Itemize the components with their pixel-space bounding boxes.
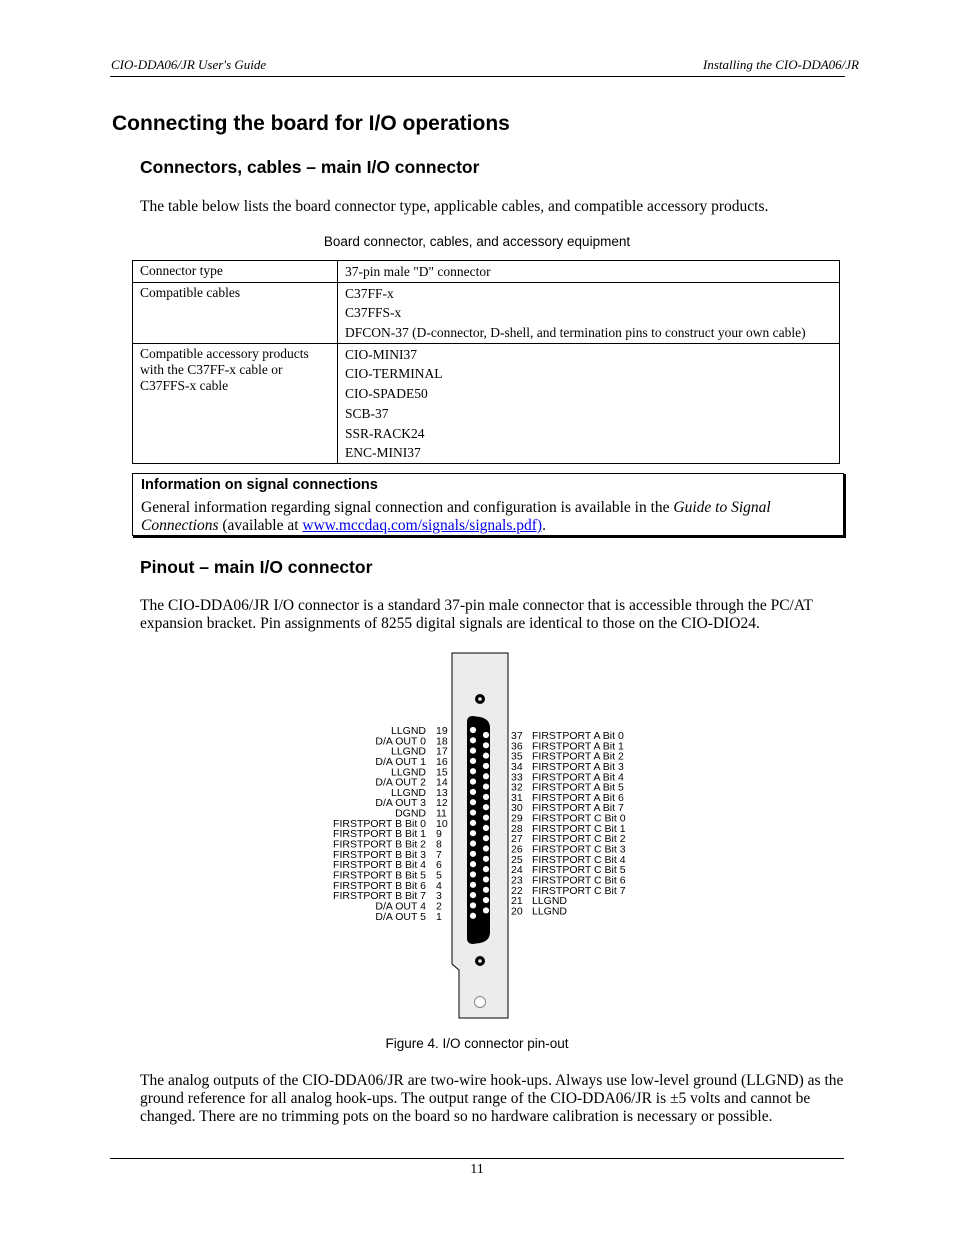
pin-number-label: 5 bbox=[436, 869, 442, 882]
connector-pin bbox=[483, 742, 489, 748]
pin-number-label: 32 bbox=[511, 781, 523, 794]
pin-number-label: 29 bbox=[511, 812, 523, 825]
pin-name-label: LLGND bbox=[390, 745, 426, 758]
connectors-intro: The table below lists the board connector type, applicable cables, and compatible accessory products. bbox=[140, 198, 769, 215]
row-value: C37FFS-x bbox=[345, 305, 402, 321]
pin-number-label: 26 bbox=[511, 843, 523, 856]
connector-pin bbox=[470, 748, 476, 754]
connector-pin bbox=[470, 913, 476, 919]
pin-number-label: 13 bbox=[436, 786, 448, 799]
pin-name-label: FIRSTPORT C Bit 4 bbox=[532, 853, 626, 866]
pin-number-label: 9 bbox=[436, 828, 442, 841]
connector-pin bbox=[470, 830, 476, 836]
pin-number-label: 8 bbox=[436, 838, 442, 851]
pinout-heading: Pinout – main I/O connector bbox=[140, 557, 373, 577]
pin-number-label: 18 bbox=[436, 735, 448, 748]
pin-number-label: 3 bbox=[436, 890, 442, 903]
header-rule bbox=[110, 76, 845, 77]
row-value: ENC-MINI37 bbox=[345, 445, 421, 461]
table-row bbox=[133, 343, 840, 463]
row-value: CIO-SPADE50 bbox=[345, 386, 428, 402]
pin-name-label: FIRSTPORT B Bit 4 bbox=[333, 859, 426, 872]
pin-number-label: 19 bbox=[436, 725, 448, 737]
connector-pin bbox=[483, 773, 489, 779]
pin-name-label: FIRSTPORT B Bit 6 bbox=[333, 879, 426, 892]
table-row bbox=[133, 261, 840, 283]
pin-name-label: FIRSTPORT C Bit 2 bbox=[532, 833, 626, 846]
pin-name-label: FIRSTPORT C Bit 3 bbox=[532, 843, 626, 856]
pin-name-label: FIRSTPORT A Bit 1 bbox=[532, 740, 624, 753]
pin-name-label: LLGND bbox=[390, 725, 426, 737]
figure-caption: Figure 4. I/O connector pin-out bbox=[385, 1036, 569, 1051]
pin-name-label: FIRSTPORT A Bit 3 bbox=[532, 760, 624, 773]
connector-svg bbox=[320, 650, 650, 1022]
footer-rule bbox=[110, 1158, 844, 1159]
row-value: DFCON-37 (D-connector, D-shell, and termination pins to construct your own cable) bbox=[345, 325, 806, 341]
pin-name-label: DGND bbox=[395, 807, 426, 820]
pin-name-label: FIRSTPORT B Bit 0 bbox=[333, 817, 426, 830]
connector-pin bbox=[483, 794, 489, 800]
pin-name-label: LLGND bbox=[532, 905, 568, 918]
connector-pin bbox=[470, 789, 476, 795]
info-box-shadow-right bbox=[844, 474, 846, 538]
connector-pin bbox=[483, 907, 489, 913]
pin-number-label: 6 bbox=[436, 859, 442, 872]
section-title: Connecting the board for I/O operations bbox=[112, 112, 510, 135]
connector-pin bbox=[470, 737, 476, 743]
pin-number-label: 30 bbox=[511, 802, 523, 815]
connector-pin bbox=[483, 887, 489, 893]
row-label: Connector type bbox=[133, 261, 338, 283]
equipment-table bbox=[132, 260, 840, 464]
bracket-mount-hole bbox=[475, 997, 486, 1008]
guide-title: Guide to Signal Connections bbox=[141, 499, 771, 534]
connector-pin bbox=[483, 753, 489, 759]
connector-pin bbox=[483, 804, 489, 810]
info-box-title: Information on signal connections bbox=[141, 477, 378, 493]
connector-pin bbox=[470, 840, 476, 846]
pin-name-label: D/A OUT 5 bbox=[375, 910, 426, 923]
connector-pin bbox=[470, 902, 476, 908]
pin-name-label: FIRSTPORT A Bit 4 bbox=[532, 771, 624, 784]
pin-number-label: 28 bbox=[511, 822, 523, 835]
pin-number-label: 33 bbox=[511, 771, 523, 784]
signals-link[interactable]: www.mccdaq.com/signals/signals.pdf) bbox=[302, 517, 543, 534]
connector-pin bbox=[483, 763, 489, 769]
row-value: CIO-TERMINAL bbox=[345, 366, 443, 382]
pin-name-label: LLGND bbox=[390, 766, 426, 779]
row-value: SCB-37 bbox=[345, 405, 389, 421]
info-box-body bbox=[141, 499, 831, 535]
pin-name-label: FIRSTPORT C Bit 5 bbox=[532, 864, 626, 877]
connector-pin bbox=[470, 871, 476, 877]
pin-name-label: D/A OUT 0 bbox=[375, 735, 426, 748]
pin-number-label: 4 bbox=[436, 879, 442, 892]
connector-pin bbox=[470, 820, 476, 826]
info-text-after: . bbox=[542, 517, 546, 534]
row-value: C37FF-x bbox=[345, 285, 394, 301]
row-values bbox=[338, 282, 840, 343]
pin-name-label: FIRSTPORT A Bit 7 bbox=[532, 802, 624, 815]
pin-number-label: 17 bbox=[436, 745, 448, 758]
bracket-screw-bottom-inner bbox=[478, 959, 482, 963]
pin-number-label: 37 bbox=[511, 730, 523, 742]
pin-name-label: D/A OUT 4 bbox=[375, 900, 426, 913]
pin-name-label: FIRSTPORT B Bit 1 bbox=[333, 828, 426, 841]
pin-number-label: 23 bbox=[511, 874, 523, 887]
connector-pin bbox=[483, 876, 489, 882]
bracket-screw-top-inner bbox=[478, 697, 482, 701]
connector-pin bbox=[483, 835, 489, 841]
connector-pin bbox=[470, 799, 476, 805]
pin-number-label: 10 bbox=[436, 817, 448, 830]
info-text-middle: (available at bbox=[218, 517, 303, 534]
pin-number-label: 27 bbox=[511, 833, 523, 846]
connector-pin bbox=[470, 768, 476, 774]
pin-name-label: LLGND bbox=[532, 895, 568, 908]
pin-name-label: FIRSTPORT B Bit 5 bbox=[333, 869, 426, 882]
pin-name-label: FIRSTPORT C Bit 6 bbox=[532, 874, 626, 887]
info-text-before: General information regarding signal connection and configuration is available in the bbox=[141, 499, 674, 516]
pin-number-label: 2 bbox=[436, 900, 442, 913]
connector-diagram bbox=[320, 650, 650, 1022]
info-box-shadow-bottom bbox=[133, 536, 846, 538]
pin-number-label: 36 bbox=[511, 740, 523, 753]
pin-name-label: FIRSTPORT B Bit 2 bbox=[333, 838, 426, 851]
connector-pin bbox=[470, 727, 476, 733]
connector-pin bbox=[470, 809, 476, 815]
pin-name-label: FIRSTPORT A Bit 0 bbox=[532, 730, 624, 742]
connector-pin bbox=[483, 732, 489, 738]
pin-number-label: 35 bbox=[511, 750, 523, 763]
pin-name-label: FIRSTPORT B Bit 3 bbox=[333, 848, 426, 861]
connector-pin bbox=[470, 779, 476, 785]
connector-pin bbox=[483, 897, 489, 903]
pin-number-label: 15 bbox=[436, 766, 448, 779]
connector-pin bbox=[483, 825, 489, 831]
pin-number-label: 21 bbox=[511, 895, 523, 908]
pin-name-label: FIRSTPORT A Bit 2 bbox=[532, 750, 624, 763]
pin-number-label: 7 bbox=[436, 848, 442, 861]
row-label: Compatible cables bbox=[133, 282, 338, 343]
pin-number-label: 16 bbox=[436, 755, 448, 768]
page-number: 11 bbox=[470, 1162, 484, 1177]
pin-name-label: D/A OUT 3 bbox=[375, 797, 426, 810]
row-value: SSR-RACK24 bbox=[345, 425, 425, 441]
info-box bbox=[132, 473, 844, 536]
pin-name-label: FIRSTPORT A Bit 6 bbox=[532, 791, 624, 804]
connector-pin bbox=[483, 845, 489, 851]
row-values bbox=[338, 343, 840, 463]
pin-name-label: D/A OUT 2 bbox=[375, 776, 426, 789]
pin-name-label: D/A OUT 1 bbox=[375, 755, 426, 768]
pin-number-label: 34 bbox=[511, 760, 523, 773]
pin-number-label: 24 bbox=[511, 864, 523, 877]
pin-name-label: LLGND bbox=[390, 786, 426, 799]
pin-name-label: FIRSTPORT C Bit 7 bbox=[532, 884, 626, 897]
pin-number-label: 1 bbox=[436, 910, 442, 923]
pin-name-label: FIRSTPORT B Bit 7 bbox=[333, 890, 426, 903]
header-left: CIO-DDA06/JR User's Guide bbox=[111, 57, 267, 72]
pin-labels-left bbox=[333, 725, 448, 923]
row-values bbox=[338, 261, 840, 283]
header-right: Installing the CIO-DDA06/JR bbox=[703, 57, 859, 72]
pin-name-label: FIRSTPORT C Bit 0 bbox=[532, 812, 626, 825]
connector-pin bbox=[470, 851, 476, 857]
connector-pin bbox=[470, 758, 476, 764]
pin-number-label: 25 bbox=[511, 853, 523, 866]
connector-pin bbox=[483, 856, 489, 862]
pin-number-label: 31 bbox=[511, 791, 523, 804]
row-label: Compatible accessory products with the C37FF-x cable or C37FFS-x cable bbox=[133, 343, 338, 463]
equipment-table-body bbox=[133, 261, 840, 464]
connector-pin bbox=[483, 866, 489, 872]
pinout-intro: The CIO-DDA06/JR I/O connector is a standard 37-pin male connector that is accessible through the PC/AT expansion bracket. Pin assignments of 8255 digital signals are identical to those on the CIO-DIO24. bbox=[140, 597, 813, 632]
connector-pin bbox=[470, 882, 476, 888]
connector-pin bbox=[483, 814, 489, 820]
row-value: 37-pin male "D" connector bbox=[345, 264, 491, 279]
connector-pin bbox=[470, 861, 476, 867]
table-row bbox=[133, 282, 840, 343]
pin-number-label: 12 bbox=[436, 797, 448, 810]
pin-name-label: FIRSTPORT C Bit 1 bbox=[532, 822, 626, 835]
pin-name-label: FIRSTPORT A Bit 5 bbox=[532, 781, 624, 794]
table-caption: Board connector, cables, and accessory equipment bbox=[323, 234, 631, 249]
pin-number-label: 22 bbox=[511, 884, 523, 897]
pin-number-label: 20 bbox=[511, 905, 523, 918]
pin-number-label: 11 bbox=[436, 807, 447, 820]
connector-pin bbox=[470, 892, 476, 898]
connectors-heading: Connectors, cables – main I/O connector bbox=[140, 157, 480, 177]
closing-paragraph: The analog outputs of the CIO-DDA06/JR are two-wire hook-ups. Always use low-level ground (LLGND) as the ground reference for all analog hook-ups. The output range of the CIO-DDA06/JR is ±5 volts and cannot be changed. There are no trimming pots on the board so no hardware calibration is necessary or possible. bbox=[140, 1072, 844, 1125]
row-value: CIO-MINI37 bbox=[345, 346, 417, 362]
pin-labels-right bbox=[511, 730, 626, 917]
pin-number-label: 14 bbox=[436, 776, 448, 789]
connector-pin bbox=[483, 784, 489, 790]
